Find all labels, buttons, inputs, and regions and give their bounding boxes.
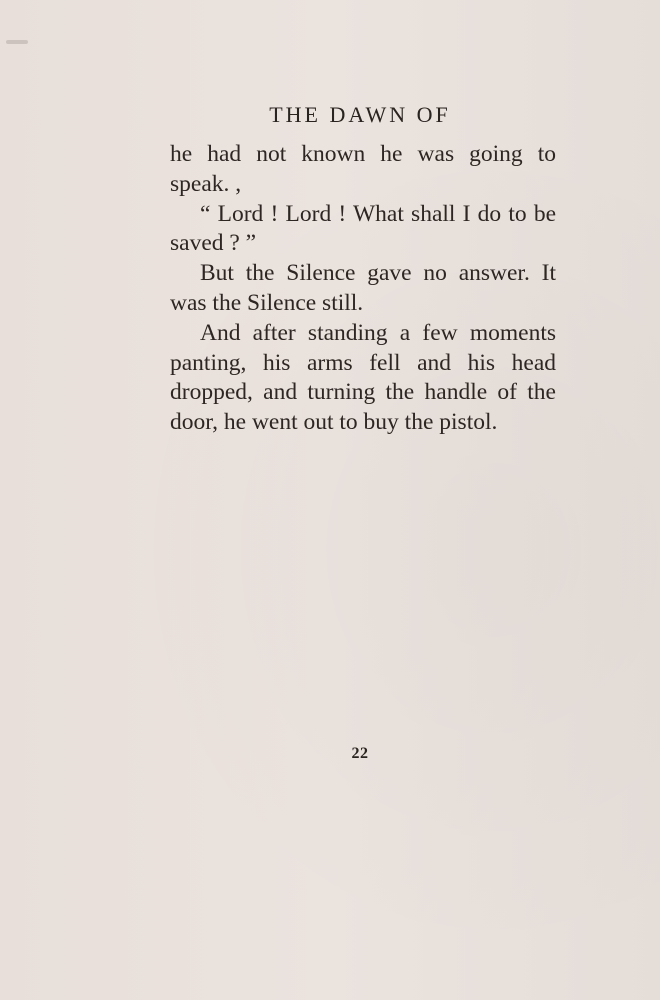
body-text bbox=[170, 140, 556, 438]
paragraph-4: And after standing a few moments panting, his arms fell and his head dropped, and turning the handle of the door, he went out to buy the pistol. bbox=[170, 319, 556, 436]
page-number: 22 bbox=[351, 745, 369, 762]
paragraph-1: he had not known he was going to speak. , bbox=[170, 141, 556, 197]
ink-smudge bbox=[6, 40, 28, 44]
running-head: THE DAWN OF bbox=[269, 102, 451, 127]
paragraph-3: But the Silence gave no answer. It was the Silence still. bbox=[170, 260, 556, 316]
paragraph-2: “ Lord ! Lord ! What shall I do to be saved ? ” bbox=[170, 200, 556, 257]
